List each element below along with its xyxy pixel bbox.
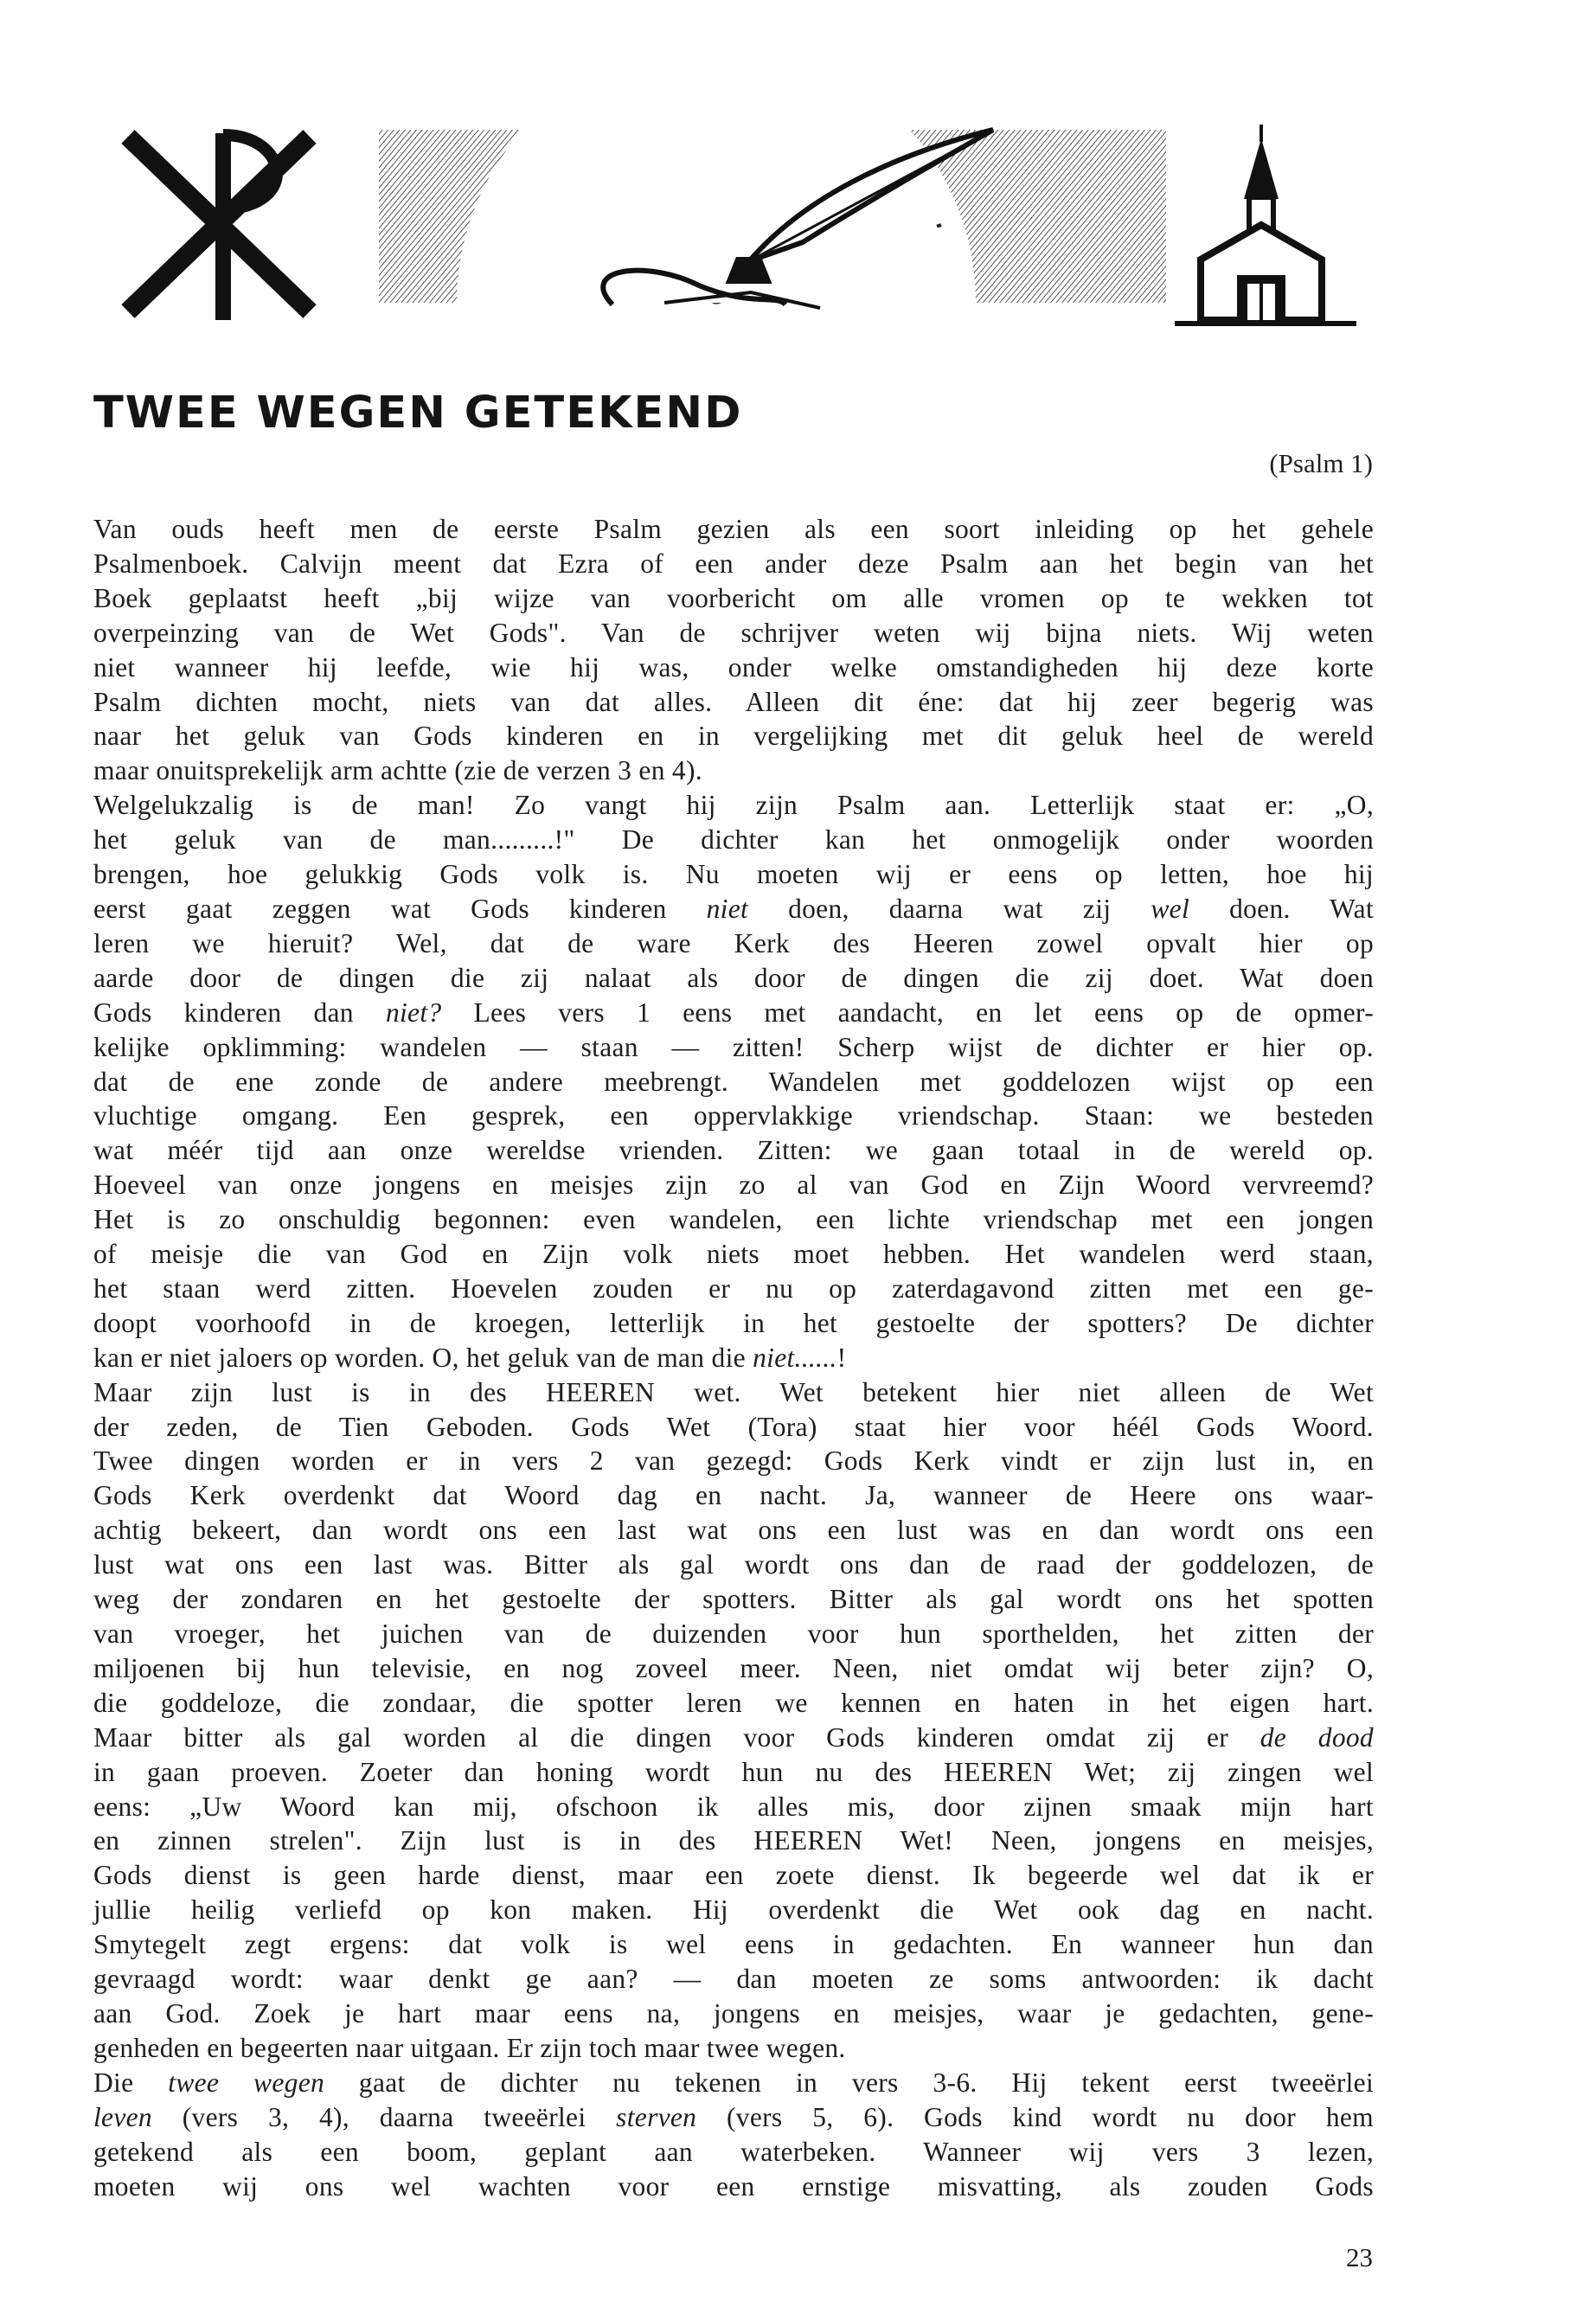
text-line: Maar zijn lust is in des HEEREN wet. Wet betekent hier niet alleen de Wet [93,1376,1374,1407]
text-line: kelijke opklimming: wandelen — staan — zitten! Scherp wijst de dichter er hier op. [93,1031,1374,1062]
text-line: overpeinzing van de Wet Gods". Van de schrijver weten wij bijna niets. Wij weten [93,617,1374,648]
text-line: Van ouds heeft men de eerste Psalm gezien als een soort inleiding op het gehele [93,514,1374,544]
text-line: eens: „Uw Woord kan mij, ofschoon ik alles mis, door zijnen smaak mijn hart [93,1791,1374,1822]
text-line: getekend als een boom, geplant aan waterbeken. Wanneer wij vers 3 lezen, [93,2136,1374,2167]
text-line: aarde door de dingen die zij nalaat als door de dingen die zij doet. Wat doen [93,962,1374,993]
text-line: gevraagd wordt: waar denkt ge aan? — dan moeten ze soms antwoorden: ik dacht [93,1964,1374,1995]
page-number: 23 [1346,2242,1373,2272]
article-body [93,512,1374,2203]
text-line: van vroeger, het juichen van de duizenden voor hun sporthelden, het zitten der [93,1618,1374,1649]
text-line: Maar bitter als gal worden al die dingen voor Gods kinderen omdat zij er de dood [93,1721,1374,1753]
church-icon [1166,125,1374,324]
text-line: in gaan proeven. Zoeter dan honing wordt hun nu des HEEREN Wet; zij zingen wel [93,1756,1374,1787]
text-line: maar onuitsprekelijk arm achtte (zie de verzen 3 en 4). [93,755,702,786]
text-line: Gods dienst is geen harde dienst, maar een zoete dienst. Ik begeerde wel dat ik er [93,1860,1374,1891]
text-line: leven (vers 3, 4), daarna tweeërlei sterven (vers 5, 6). Gods kind wordt nu door hem [93,2101,1374,2132]
text-line: naar het geluk van Gods kinderen en in vergelijking met dit geluk heel de wereld [93,721,1374,752]
text-line: Psalm dichten mocht, niets van dat alles. Alleen dit éne: dat hij zeer begerig was [93,686,1374,717]
text-line: Hoeveel van onze jongens en meisjes zijn zo al van God en Zijn Woord vervreemd? [93,1170,1374,1201]
text-line: leren we hieruit? Wel, dat de ware Kerk des Heeren zowel opvalt hier op [93,927,1374,958]
chi-rho-icon [93,125,379,324]
text-line: achtig bekeert, dan wordt ons een last wat ons een lust was en dan wordt ons een [93,1515,1374,1546]
text-line: Gods kinderen dan niet? Lees vers 1 eens met aandacht, en let eens op de opmer- [93,997,1375,1028]
text-line: Smytegelt zegt ergens: dat volk is wel eens in gedachten. En wanneer hun dan [93,1929,1374,1960]
text-line: Psalmenboek. Calvijn meent dat Ezra of een ander deze Psalm aan het begin van het [93,548,1374,579]
text-line: Die twee wegen gaat de dichter nu tekenen in vers 3-6. Hij tekent eerst tweeërlei [93,2067,1375,2098]
text-line: het geluk van de man.........!" De dichter kan het onmogelijk onder woorden [93,824,1374,856]
text-line: jullie heilig verliefd op kon maken. Hij overdenkt die Wet ook dag en nacht. [93,1894,1374,1926]
text-line: vluchtige omgang. Een gesprek, een oppervlakkige vriendschap. Staan: we besteden [93,1100,1374,1131]
text-line: weg der zondaren en het gestoelte der spotters. Bitter als gal wordt ons het spotten [93,1584,1374,1615]
psalm-reference: (Psalm 1) [1269,448,1373,478]
text-line: genheden en begeerten naar uitgaan. Er zijn toch maar twee wegen. [93,2032,846,2063]
text-line: dat de ene zonde de andere meebrengt. Wandelen met goddelozen wijst op een [93,1066,1374,1097]
text-line: en zinnen strelen". Zijn lust is in des HEEREN Wet! Neen, jongens en meisjes, [93,1825,1374,1856]
text-line: wat méér tijd aan onze wereldse vrienden. Zitten: we gaan totaal in de wereld op. [93,1135,1374,1166]
text-line: der zeden, de Tien Geboden. Gods Wet (Tora) staat hier voor héél Gods Woord. [93,1411,1374,1442]
text-line: die goddeloze, die zondaar, die spotter leren we kennen en haten in het eigen hart. [93,1687,1374,1718]
text-line: lust wat ons een last was. Bitter als gal wordt ons dan de raad der goddelozen, de [93,1549,1374,1580]
text-line: aan God. Zoek je hart maar eens na, jongens en meisjes, waar je gedachten, gene- [93,1997,1374,2029]
text-line: moeten wij ons wel wachten voor een ernstige misvatting, als zouden Gods [93,2170,1374,2202]
text-line: of meisje die van God en Zijn volk niets moet hebben. Het wandelen werd staan, [93,1239,1374,1270]
text-line: het staan werd zitten. Hoevelen zouden er nu op zaterdagavond zitten met een ge- [93,1272,1374,1304]
text-line: Boek geplaatst heeft „bij wijze van voorbericht om alle vromen op te wekken tot [93,582,1374,613]
text-line: Het is zo onschuldig begonnen: even wandelen, een lichte vriendschap met een jongen [93,1204,1374,1235]
article-title: TWEE WEGEN GETEKEND [93,388,743,439]
text-line: Welgelukzalig is de man! Zo vangt hij zijn Psalm aan. Letterlijk staat er: „O, [93,790,1374,821]
text-line: miljoenen bij hun televisie, en nog zoveel meer. Neen, niet omdat wij beter zijn? O, [93,1652,1374,1683]
text-line: eerst gaat zeggen wat Gods kinderen niet doen, daarna wat zij wel doen. Wat [93,893,1375,924]
text-line: Twee dingen worden er in vers 2 van gezegd: Gods Kerk vindt er zijn lust in, en [93,1445,1374,1477]
text-line: Gods Kerk overdenkt dat Woord dag en nacht. Ja, wanneer de Heere ons waar- [93,1480,1374,1511]
text-line: doopt voorhoofd in de kroegen, letterlijk in het gestoelte der spotters? De dichter [93,1307,1374,1338]
text-line: kan er niet jaloers op worden. O, het geluk van de man die niet......! [93,1342,847,1373]
text-line: brengen, hoe gelukkig Gods volk is. Nu moeten wij er eens op letten, hoe hij [93,859,1374,890]
text-line: niet wanneer hij leefde, wie hij was, onder welke omstandigheden hij deze korte [93,651,1374,683]
header-banner [93,104,1374,330]
